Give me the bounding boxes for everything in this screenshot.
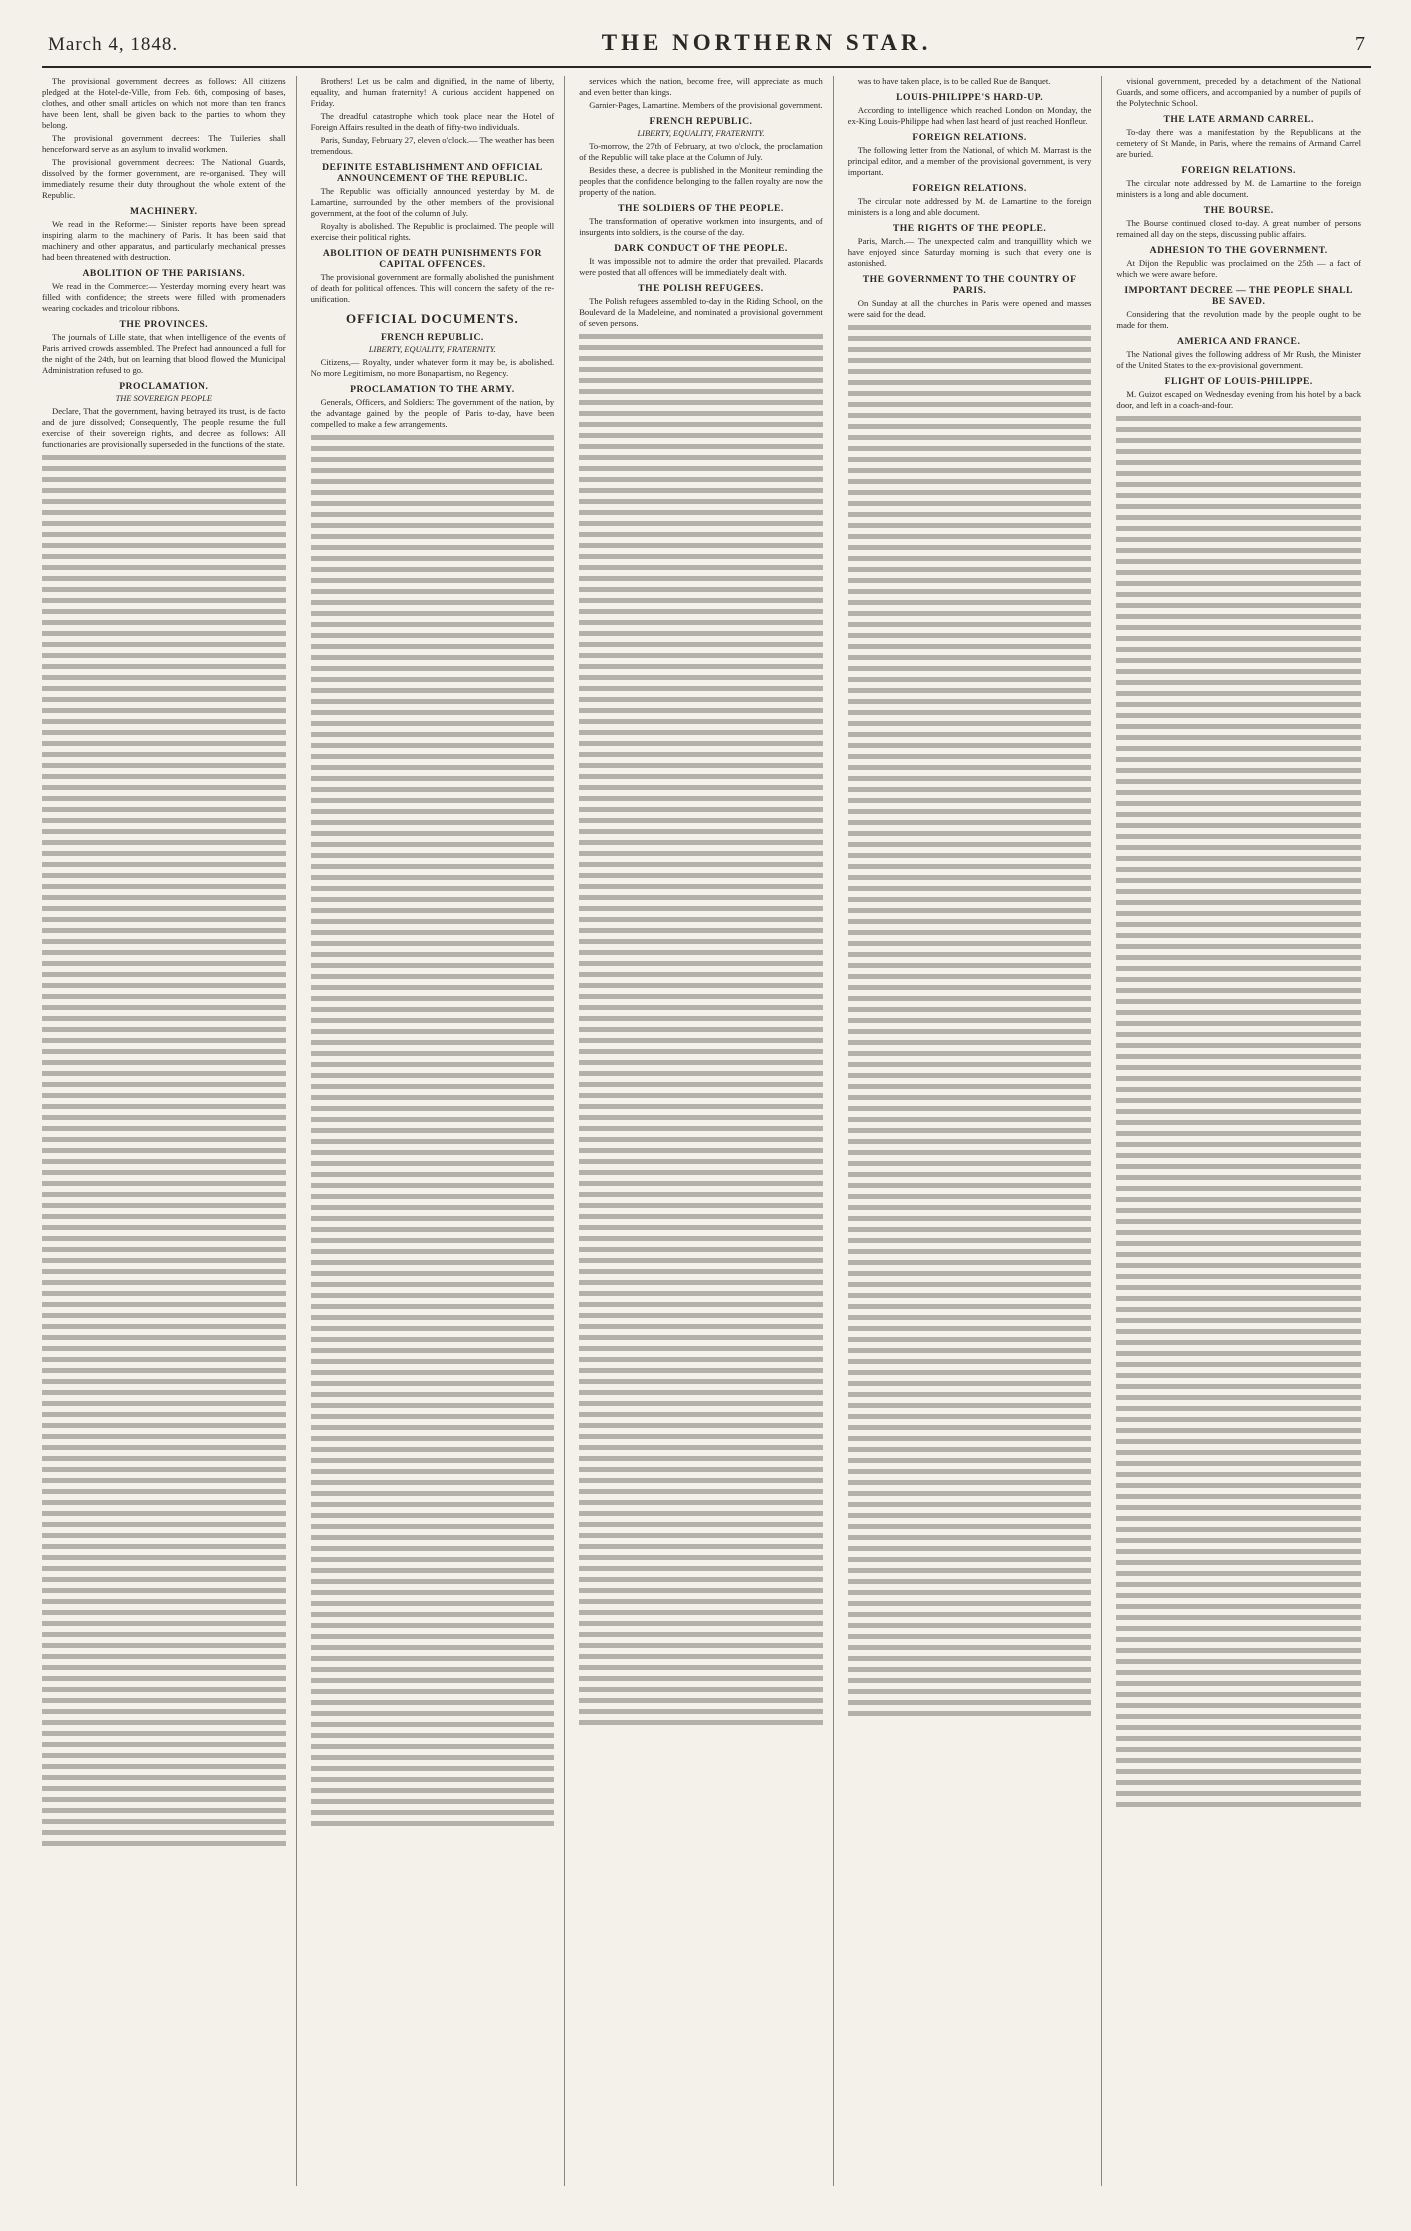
page-number: 7 [1355, 33, 1365, 55]
text-body-continuation [1116, 413, 1361, 1813]
section-heading: MACHINERY. [130, 206, 198, 217]
section-heading: FRENCH REPUBLIC. [380, 332, 484, 343]
paragraph: The dreadful catastrophe which took place near the Hotel of Foreign Affairs resulted in the death of fifty-two individuals. [310, 111, 555, 132]
paragraph: To-day there was a manifestation by the Republicans at the cemetery of St Mande, in Paris, where the remains of Armand Carrel are buried. [1116, 127, 1361, 159]
section-heading: THE LATE ARMAND CARREL. [1163, 114, 1314, 125]
section-heading: ABOLITION OF THE PARISIANS. [82, 268, 246, 279]
section-heading: THE POLISH REFUGEES. [638, 283, 764, 294]
paragraph: Paris, Sunday, February 27, eleven o'clock.— The weather has been tremendous. [310, 135, 555, 156]
paragraph: The following letter from the National, of which M. Marrast is the principal editor, and a member of the provisional government, is very important. [847, 145, 1092, 177]
section-heading-large: OFFICIAL DOCUMENTS. [345, 311, 519, 326]
paragraph: We read in the Commerce:— Yesterday morning every heart was filled with confidence; the streets were filled with promenaders wearing cockades and tricolour ribbons. [42, 281, 286, 313]
paragraph: We read in the Reforme:— Sinister reports have been spread inspiring alarm to the machinery of Paris. It has been said that machinery and other apparatus, and particularly mechanical presses had been threatened with destruction. [42, 219, 286, 262]
paragraph: The provisional government are formally abolished the punishment of death for political offences. This will concern the safety of the re-unification. [310, 272, 555, 304]
paragraph: The circular note addressed by M. de Lamartine to the foreign ministers is a long and able document. [847, 196, 1092, 217]
paragraph: Royalty is abolished. The Republic is proclaimed. The people will exercise their political rights. [310, 221, 555, 242]
section-heading: PROCLAMATION TO THE ARMY. [350, 384, 515, 395]
paragraph: The provisional government decrees: The National Guards, dissolved by the former government, are re-organised. They will immediately resume their duty throughout the whole extent of the Republic. [42, 157, 286, 200]
article-columns [42, 76, 1371, 2186]
text-body-continuation [848, 322, 1092, 1722]
column-3 [579, 76, 834, 2186]
section-heading: ADHESION TO THE GOVERNMENT. [1149, 245, 1328, 256]
masthead-date: March 4, 1848. [48, 34, 179, 55]
section-heading: THE BOURSE. [1203, 205, 1274, 216]
sub-heading: THE SOVEREIGN PEOPLE [115, 394, 212, 403]
paragraph: The Polish refugees assembled to-day in the Riding School, on the Boulevard de la Madeleine, and nominated a provisional government of seven persons. [579, 296, 823, 328]
paragraph: On Sunday at all the churches in Paris were opened and masses were said for the dead. [847, 298, 1092, 319]
section-heading: THE SOLDIERS OF THE PEOPLE. [618, 203, 784, 214]
section-heading: FLIGHT OF LOUIS-PHILIPPE. [1164, 376, 1313, 387]
paragraph: At Dijon the Republic was proclaimed on the 25th — a fact of which we were aware before. [1116, 258, 1361, 279]
section-heading: DEFINITE ESTABLISHMENT AND OFFICIAL ANNOUNCEMENT OF THE REPUBLIC. [322, 162, 543, 184]
sub-heading: LIBERTY, EQUALITY, FRATERNITY. [368, 345, 496, 354]
paragraph: Declare, That the government, having betrayed its trust, is de facto and de jure dissolved; Consequently, The people resume the full exercise of their sovereign rights, and decree as follows: All functionaries are provisionally superseded in the functions of the state. [42, 406, 286, 449]
column-4 [848, 76, 1103, 2186]
paragraph: The provisional government decrees: The Tuileries shall henceforward serve as an asylum to invalid workmen. [42, 133, 286, 154]
section-heading: IMPORTANT DECREE — THE PEOPLE SHALL BE SAVED. [1124, 285, 1353, 307]
paragraph: The Bourse continued closed to-day. A great number of persons remained all day on the steps, discussing public affairs. [1116, 218, 1361, 239]
text-body-continuation [42, 452, 286, 1852]
column-1 [42, 76, 297, 2186]
paragraph: To-morrow, the 27th of February, at two o'clock, the proclamation of the Republic will take place at the Column of July. [579, 141, 823, 162]
section-heading: FRENCH REPUBLIC. [649, 116, 753, 127]
paragraph: The National gives the following address of Mr Rush, the Minister of the United States to the ex-provisional government. [1116, 349, 1361, 370]
section-heading: FOREIGN RELATIONS. [1181, 165, 1296, 176]
text-body-continuation [311, 432, 555, 1832]
paragraph: It was impossible not to admire the order that prevailed. Placards were posted that all offences will be immediately dealt with. [579, 256, 823, 277]
paragraph: According to intelligence which reached London on Monday, the ex-King Louis-Philippe had when last heard of just reached Honfleur. [847, 105, 1092, 126]
paragraph: Besides these, a decree is published in the Moniteur reminding the peoples that the confidence belonging to the fallen royalty are now the property of the nation. [579, 165, 823, 197]
column-2 [311, 76, 566, 2186]
section-heading: DARK CONDUCT OF THE PEOPLE. [614, 243, 788, 254]
section-heading: THE PROVINCES. [119, 319, 209, 330]
paragraph: The transformation of operative workmen into insurgents, and of insurgents into soldiers, is the course of the day. [579, 216, 823, 237]
section-heading: FOREIGN RELATIONS. [912, 183, 1027, 194]
paragraph: The provisional government decrees as follows: All citizens pledged at the Hotel-de-Ville, from Feb. 6th, composing of bases, clothes, and other small articles on which not more than ten francs have been lent, shall be given back to the parties to whom they belong. [42, 76, 286, 130]
section-heading: AMERICA AND FRANCE. [1177, 336, 1301, 347]
paragraph: was to have taken place, is to be called Rue de Banquet. [857, 76, 1051, 86]
section-heading: LOUIS-PHILIPPE'S HARD-UP. [896, 92, 1044, 103]
paragraph: Citizens,— Royalty, under whatever form it may be, is abolished. No more Legitimism, no more Bonapartism, no Regency. [310, 357, 555, 378]
paragraph: The Republic was officially announced yesterday by M. de Lamartine, surrounded by the other members of the provisional government, at the foot of the column of July. [310, 186, 555, 218]
section-heading: ABOLITION OF DEATH PUNISHMENTS FOR CAPITAL OFFENCES. [322, 248, 542, 270]
section-heading: THE GOVERNMENT TO THE COUNTRY OF PARIS. [862, 274, 1077, 296]
paragraph: The circular note addressed by M. de Lamartine to the foreign ministers is a long and able document. [1116, 178, 1361, 199]
masthead [42, 30, 1371, 68]
paragraph: Considering that the revolution made by the people ought to be made for them. [1116, 309, 1361, 330]
paragraph: services which the nation, become free, will appreciate as much and even better than kings. [579, 76, 823, 97]
column-5 [1116, 76, 1371, 2186]
paragraph: The journals of Lille state, that when intelligence of the events of Paris arrived crowds assembled. The Prefect had announced a full for the night of the 24th, but on learning that blood flowed the Municipal Administration refused to go. [42, 332, 286, 375]
sub-heading: LIBERTY, EQUALITY, FRATERNITY. [637, 129, 765, 138]
text-body-continuation [579, 331, 823, 1731]
paragraph: Brothers! Let us be calm and dignified, in the name of liberty, equality, and human fraternity! A curious accident happened on Friday. [310, 76, 555, 108]
paragraph: Garnier-Pages, Lamartine. Members of the provisional government. [589, 100, 823, 110]
section-heading: PROCLAMATION. [119, 381, 209, 392]
section-heading: FOREIGN RELATIONS. [912, 132, 1027, 143]
masthead-title: THE NORTHERN STAR. [601, 30, 932, 55]
paragraph: visional government, preceded by a detachment of the National Guards, and some officers, and accompanied by a number of pupils of the Polytechnic School. [1116, 76, 1361, 108]
paragraph: Generals, Officers, and Soldiers: The government of the nation, by the advantage gained by the people of Paris to-day, have been compelled to make a few arrangements. [310, 397, 555, 429]
paragraph: Paris, March.— The unexpected calm and tranquillity which we have enjoyed since Saturday morning is such that every one is astonished. [847, 236, 1092, 268]
section-heading: THE RIGHTS OF THE PEOPLE. [892, 223, 1047, 234]
paragraph: M. Guizot escaped on Wednesday evening from his hotel by a back door, and left in a coach-and-four. [1116, 389, 1361, 410]
